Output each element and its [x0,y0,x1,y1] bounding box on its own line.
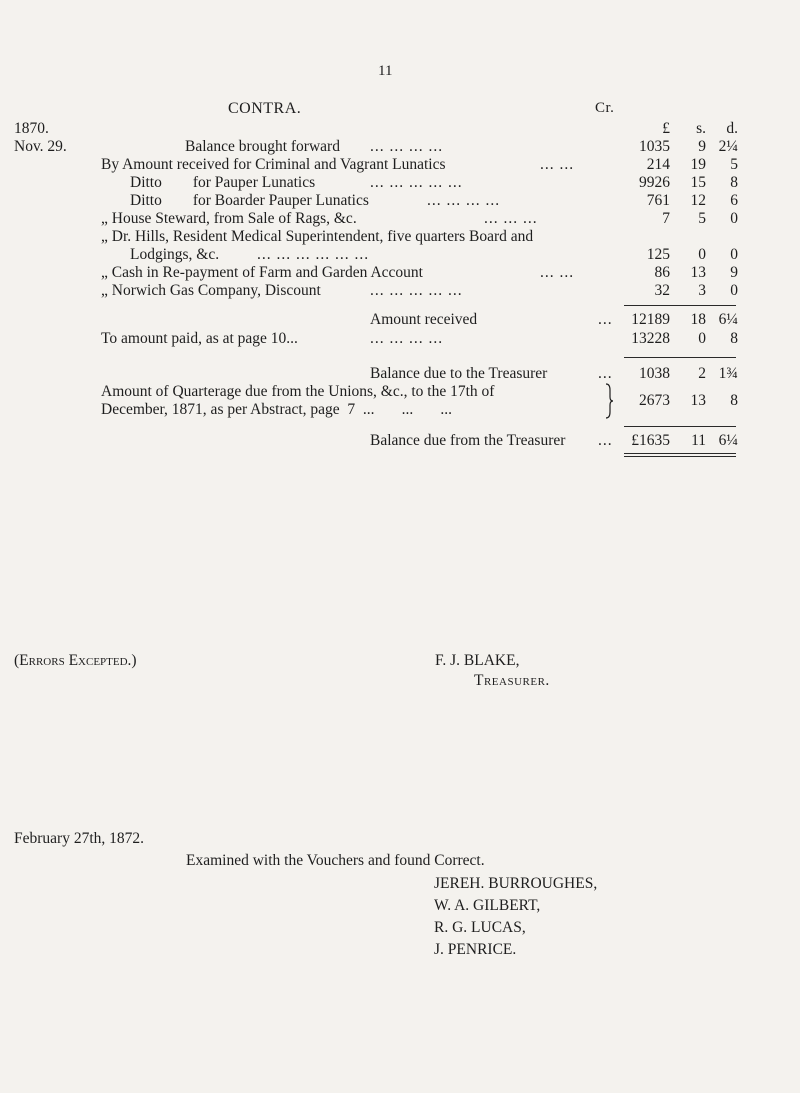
row-shillings: 11 [691,432,706,449]
row-description: „ Cash in Re-payment of Farm and Garden Account [101,264,423,281]
row-description: Lodgings, &c. [130,246,220,263]
row-leader: ... ... ... ... [370,138,444,155]
row-description: Ditto for Boarder Pauper Lunatics [130,192,369,209]
ledger-row [0,156,800,174]
page-number: 11 [378,63,393,79]
difference-rule [624,357,736,358]
double-rule [624,453,736,454]
ledger-row [0,264,800,282]
row-leader: ... [598,365,613,382]
row-pence: 5 [730,156,738,173]
row-description: By Amount received for Criminal and Vagrant Lunatics [101,156,446,173]
entry-date: Nov. 29. [14,138,67,155]
amount-paid-row [0,330,800,348]
row-shillings: 0 [698,330,706,347]
row-leader: ... ... [540,264,575,281]
row-leader: ... ... ... ... ... ... [257,246,370,263]
row-description: „ House Steward, from Sale of Rags, &c. [101,210,357,227]
quarterage-row [0,383,800,419]
final-rule [624,426,736,427]
row-pounds: 7 [662,210,670,227]
row-shillings: 19 [690,156,706,173]
ledger-row [0,174,800,192]
row-pence: 0 [730,246,738,263]
row-pounds: 9926 [639,174,670,191]
signatory: JEREH. BURROUGHES, [434,875,598,892]
ledger-row [0,192,800,210]
row-pence: 8 [730,330,738,347]
errors-excepted: (Errors Excepted.) [14,652,137,669]
row-pounds: 125 [646,246,670,263]
brace-icon [604,382,614,420]
row-pence: 9 [730,264,738,281]
row-pounds: 13228 [631,330,670,347]
balance-due-to-row [0,365,800,383]
row-pounds: £1635 [631,432,670,449]
row-description: „ Norwich Gas Company, Discount [101,282,321,299]
treasurer-name: F. J. BLAKE, [435,652,520,669]
row-shillings: 13 [690,264,706,281]
row-leader: ... [598,432,613,449]
row-pounds: 761 [646,192,670,209]
row-pounds: 1035 [639,138,670,155]
row-pounds: 86 [654,264,670,281]
row-leader: ... ... ... [484,210,538,227]
row-pounds: 1038 [639,365,670,382]
ledger-row [0,228,800,246]
pounds-header: £ [662,120,670,137]
row-description: Amount received [370,311,478,328]
row-leader: ... ... [540,156,575,173]
quarterage-line-1: Amount of Quarterage due from the Unions, &c., to the 17th of [101,383,495,400]
row-pence: 2¼ [718,138,738,155]
double-rule [624,456,736,457]
ledger-row [0,246,800,264]
signatory: W. A. GILBERT, [434,897,541,914]
row-shillings: 3 [698,282,706,299]
balance-due-from-row [0,432,800,450]
row-shillings: 13 [690,392,706,409]
amount-received-row [0,311,800,329]
row-shillings: 9 [698,138,706,155]
audit-statement: Examined with the Vouchers and found Correct. [186,852,485,869]
row-leader: ... ... ... ... ... [370,174,463,191]
row-pence: 0 [730,210,738,227]
signatory: J. PENRICE. [434,941,517,958]
ledger-row [0,210,800,228]
row-leader: ... [598,311,613,328]
row-shillings: 0 [698,246,706,263]
row-shillings: 18 [690,311,706,328]
row-leader: ... ... ... ... [370,330,444,347]
signatory: R. G. LUCAS, [434,919,526,936]
row-pence: 0 [730,282,738,299]
audit-date: February 27th, 1872. [14,830,145,847]
row-pence: 1¾ [718,365,738,382]
row-pounds: 12189 [631,311,670,328]
row-description: Balance brought forward [185,138,340,155]
row-description: To amount paid, as at page 10... [101,330,298,347]
row-pence: 6¼ [718,432,738,449]
row-pence: 6 [730,192,738,209]
row-pence: 6¼ [718,311,738,328]
row-pounds: 32 [654,282,670,299]
row-description: „ Dr. Hills, Resident Medical Superintendent, five quarters Board and [101,228,534,245]
pence-header: d. [726,120,738,137]
contra-heading: CONTRA. [228,100,302,117]
row-description: Balance due to the Treasurer [370,365,548,382]
ledger-row [0,282,800,300]
row-pounds: 214 [646,156,670,173]
row-pence: 8 [730,392,738,409]
row-description: Balance due from the Treasurer [370,432,566,449]
row-shillings: 2 [698,365,706,382]
ledger-row [0,138,800,156]
row-leader: ... ... ... ... ... [370,282,463,299]
credit-heading: Cr. [595,100,615,116]
row-shillings: 5 [698,210,706,227]
row-pounds: 2673 [639,392,670,409]
treasurer-title: Treasurer. [474,672,550,689]
row-pence: 8 [730,174,738,191]
row-shillings: 15 [690,174,706,191]
subtotal-rule [624,305,736,306]
shillings-header: s. [696,120,706,137]
row-description: Ditto for Pauper Lunatics [130,174,316,191]
quarterage-line-2: December, 1871, as per Abstract, page 7 ... ... ... [101,401,453,418]
entry-year: 1870. [14,120,49,137]
row-leader: ... ... ... ... [427,192,501,209]
row-shillings: 12 [690,192,706,209]
